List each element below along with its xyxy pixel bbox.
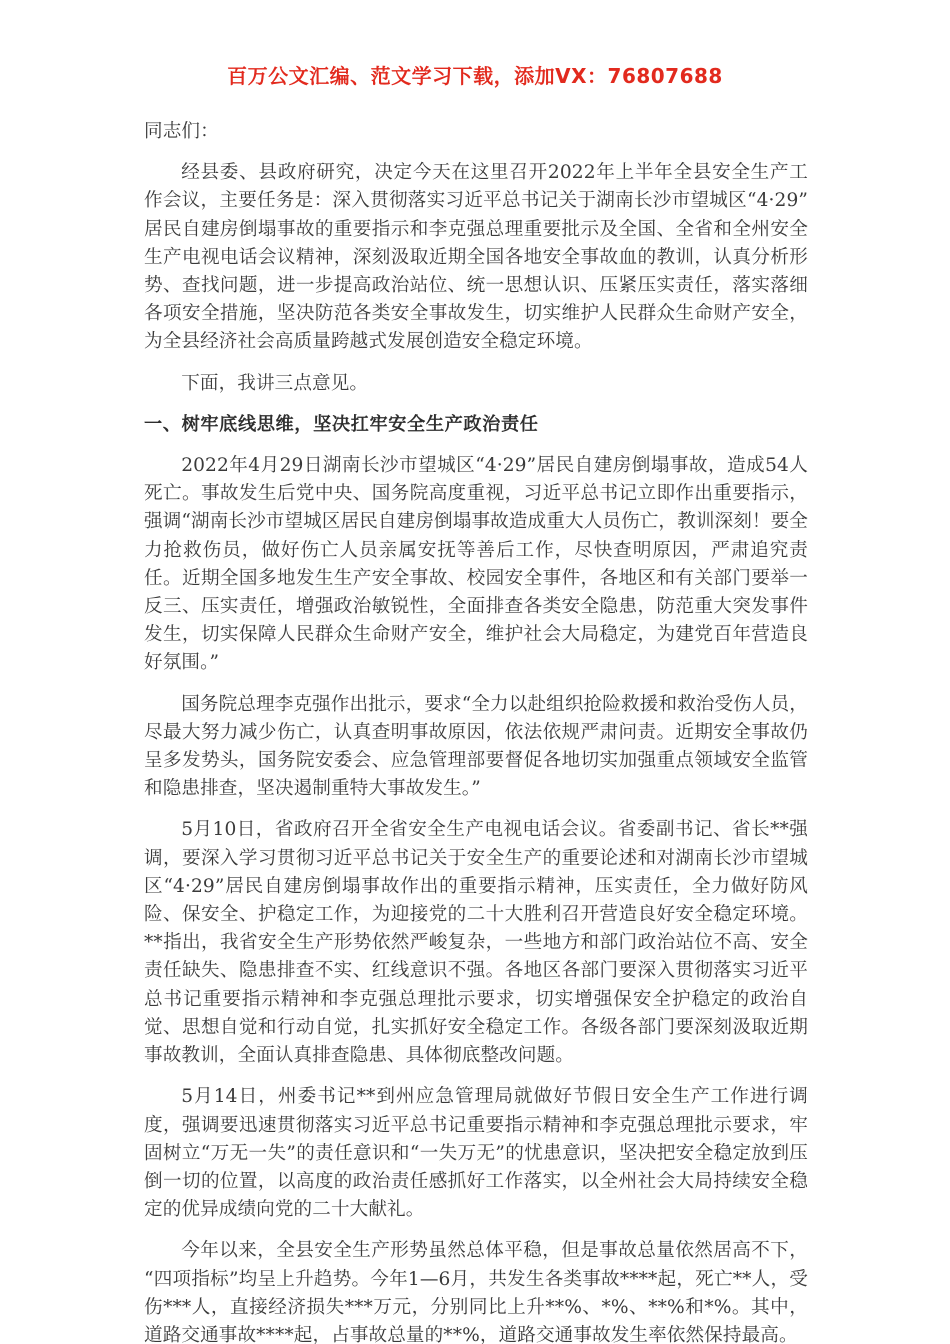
paragraph-premier-instruction: 国务院总理李克强作出批示，要求“全力以赴组织抢险救援和救治受伤人员，尽最大努力减少伤亡，认真查明事故原因，依法依规严肃问责。近期安全事故仍呈多发势头，国务院安委会、应急管理部要督促各地切实加强重点领域安全监管和隐患排查，坚决遏制重特大事故发生。” (144, 693, 808, 800)
paragraph-may-14-inspection: 5月14日，州委书记**到州应急管理局就做好节假日安全生产工作进行调度，强调要迅速贯彻落实习近平总书记重要指示精神和李克强总理批示要求，牢固树立“万无一失”的责任意识和“一失万无”的忧患意识，坚决把安全稳定放到压倒一切的位置，以高度的政治责任感抓好工作落实，以全州社会大局持续安全稳定的优异成绩向党的二十大献礼。 (144, 1086, 808, 1221)
paragraph-county-statistics: 今年以来，全县安全生产形势虽然总体平稳，但是事故总量依然居高不下，“四项指标”均呈上升趋势。今年1—6月，共发生各类事故****起，死亡**人，受伤***人，直接经济损失***万元，分别同比上升**%、*%、**%和*%。其中，道路交通事故****起，占事故总量的**%，道路交通事故发生率依然保持最高。 (144, 1240, 808, 1344)
document-body (144, 118, 808, 1344)
paragraph-may-10-meeting: 5月10日，省政府召开全省安全生产电视电话会议。省委副书记、省长**强调，要深入学习贯彻习近平总书记关于安全生产的重要论述和对湖南长沙市望城区“4·29”居民自建房倒塌事故作出的重要指示精神，压实责任，全力做好防风险、保安全、护稳定工作，为迎接党的二十大胜利召开营造良好安全稳定环境。**指出，我省安全生产形势依然严峻复杂，一些地方和部门政治站位不高、安全责任缺失、隐患排查不实、红线意识不强。各地区各部门要深入贯彻落实习近平总书记重要指示精神和李克强总理批示要求，切实增强保安全护稳定的政治自觉、思想自觉和行动自觉，扎实抓好安全稳定工作。各级各部门要深刻汲取近期事故教训，全面认真排查隐患、具体彻底整改问题。 (144, 819, 808, 1067)
paragraph-outline: 下面，我讲三点意见。 (181, 372, 369, 394)
paragraph-accident-directive: 2022年4月29日湖南长沙市望城区“4·29”居民自建房倒塌事故，造成54人死亡。事故发生后党中央、国务院高度重视，习近平总书记立即作出重要指示，强调“湖南长沙市望城区居民自建房倒塌事故造成重大人员伤亡，教训深刻！要全力抢救伤员，做好伤亡人员亲属安抚等善后工作，尽快查明原因，严肃追究责任。近期全国多地发生生产安全事故、校园安全事件，各地区和有关部门要举一反三、压实责任，增强政治敏锐性，全面排查各类安全隐患，防范重大突发事件发生，切实保障人民群众生命财产安全，维护社会大局稳定，为建党百年营造良好氛围。” (144, 455, 808, 674)
salutation: 同志们： (144, 121, 219, 142)
paragraph-opening: 经县委、县政府研究，决定今天在这里召开2022年上半年全县安全生产工作会议，主要任务是：深入贯彻落实习近平总书记关于湖南长沙市望城区“4·29”居民自建房倒塌事故的重要指示和李克强总理重要批示及全国、全省和全州安全生产电视电话会议精神，深刻汲取近期全国各地安全事故血的教训，认真分析形势、查找问题，进一步提高政治站位、统一思想认识、压紧压实责任，落实落细各项安全措施，坚决防范各类安全事故发生，切实维护人民群众生命财产安全，为全县经济社会高质量跨越式发展创造安全稳定环境。 (144, 162, 808, 353)
section-heading-one: 一、树牢底线思维，坚决扛牢安全生产政治责任 (144, 413, 539, 435)
watermark-banner: 百万公文汇编、范文学习下载，添加VX：76807688 (227, 64, 723, 88)
